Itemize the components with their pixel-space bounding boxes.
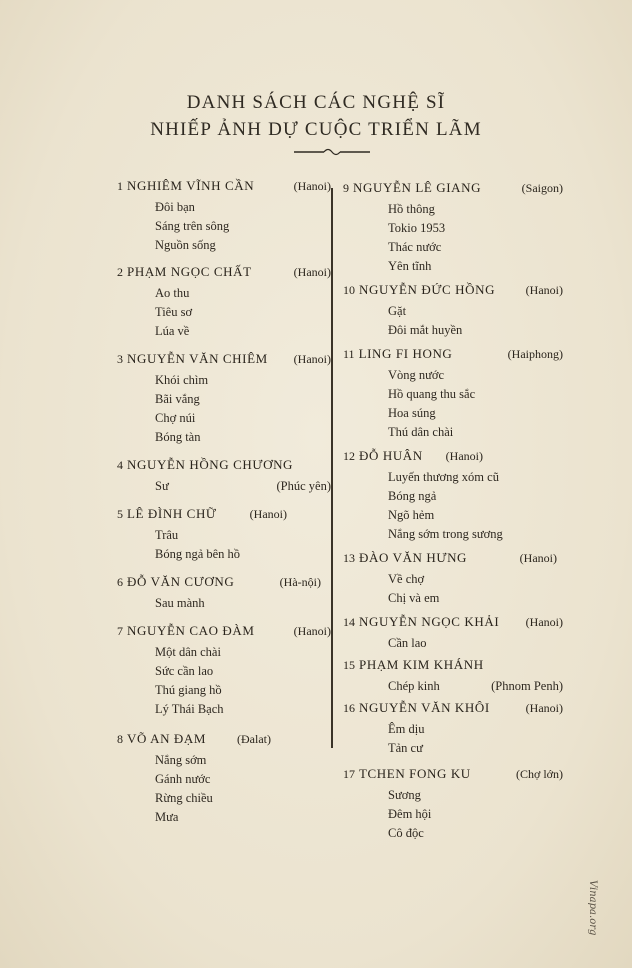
artist-name: NGHIÊM VĨNH CẦN (127, 178, 255, 193)
artist-name: ĐỖ VĂN CƯƠNG (127, 574, 235, 589)
work-title: Ao thu (155, 286, 190, 300)
artist-name: LÊ ĐÌNH CHỮ (127, 506, 217, 521)
artist-name: NGUYỄN HỒNG CHƯƠNG (127, 457, 294, 472)
artist-entry (343, 448, 563, 544)
work-title: Lúa về (155, 324, 190, 338)
artist-location: (Đalat) (237, 732, 271, 746)
work-title: Vòng nước (388, 368, 445, 382)
artist-name: NGUYỄN CAO ĐÀM (127, 623, 255, 638)
work-title: Sau mành (155, 596, 205, 610)
work-title: Đôi bạn (155, 200, 195, 214)
artist-entry (343, 550, 563, 608)
work-title: Ngõ hẻm (388, 508, 435, 522)
work-title: Nắng sớm trong sương (388, 527, 503, 541)
artist-heading (117, 574, 331, 594)
work-title: Sáng trên sông (155, 219, 230, 233)
work-title: Nguồn sống (155, 238, 216, 252)
artist-location: (Hanoi) (293, 265, 331, 279)
work-title: Chị và em (388, 591, 440, 605)
watermark: Vinapa.org (587, 880, 598, 936)
artist-heading (343, 614, 563, 634)
artist-name: VÕ AN ĐẠM (127, 731, 207, 746)
artist-location: (Hanoi) (525, 701, 563, 715)
artist-location: (Hanoi) (525, 283, 563, 297)
work-title: Sức cần lao (155, 664, 214, 678)
work-title: Hồ thông (388, 202, 435, 216)
work-title: Cô độc (388, 826, 424, 840)
work-title: Bóng ngả (388, 489, 437, 503)
artist-entry (343, 700, 563, 758)
artist-entry (117, 264, 331, 341)
artist-name: NGUYỄN LÊ GIANG (353, 180, 482, 195)
work-title: Bóng tàn (155, 430, 201, 444)
page-title-line-2: NHIẾP ẢNH DỰ CUỘC TRIỂN LÃM (150, 119, 482, 140)
left-column (117, 176, 331, 827)
artist-name: NGUYỄN VĂN CHIÊM (127, 351, 268, 366)
artist-name: NGUYỄN VĂN KHÔI (359, 700, 490, 715)
artist-location: (Hanoi) (519, 551, 557, 565)
work-title: Tokio 1953 (388, 221, 446, 235)
artist-number: 11 (343, 347, 355, 361)
artist-number: 7 (117, 624, 123, 638)
work-title-text: Chép kinh (388, 679, 440, 693)
right-column (343, 176, 563, 843)
artist-name: NGUYỄN NGỌC KHẢI (359, 614, 500, 629)
work-title: Gặt (388, 304, 407, 318)
artist-heading (117, 506, 331, 526)
artist-number: 12 (343, 449, 355, 463)
artist-heading (343, 448, 563, 468)
artist-number: 10 (343, 283, 355, 297)
artist-entry (117, 178, 331, 255)
artist-location: (Haiphong) (507, 347, 563, 361)
artist-location: (Chợ lớn) (515, 767, 563, 781)
work-title: Luyến thương xóm cũ (388, 470, 499, 484)
artist-number: 9 (343, 181, 349, 195)
artist-entry (117, 574, 331, 613)
work-title: Yên tĩnh (388, 259, 432, 273)
artist-entry (343, 180, 563, 276)
work-title: Gánh nước (155, 772, 211, 786)
artist-heading (117, 178, 331, 198)
artist-entry (117, 731, 331, 827)
artist-number: 2 (117, 265, 123, 279)
artist-number: 17 (343, 767, 355, 781)
work-title: Nắng sớm (155, 753, 207, 767)
artist-number: 3 (117, 352, 123, 366)
artist-name: NGUYỄN ĐỨC HỒNG (359, 282, 496, 297)
work-title: Hoa súng (388, 406, 436, 420)
work-title (117, 477, 331, 496)
artist-entry (117, 623, 331, 719)
artist-location: (Hanoi) (293, 352, 331, 366)
column-divider (331, 188, 333, 748)
artist-heading (343, 346, 563, 366)
page-title-line-1: DANH SÁCH CÁC NGHỆ SĨ (186, 92, 446, 113)
artist-number: 1 (117, 179, 123, 193)
work-title: Lý Thái Bạch (155, 702, 224, 716)
artist-entry (343, 346, 563, 442)
artist-location: (Hà-nội) (279, 575, 321, 589)
artist-heading (343, 766, 563, 786)
work-title: Đêm hội (388, 807, 432, 821)
work-title: Mưa (155, 810, 179, 824)
work-title: Bãi vắng (155, 392, 200, 406)
work-title (343, 677, 563, 696)
artist-location: (Saigon) (521, 181, 563, 195)
work-title: Chợ núi (155, 411, 196, 425)
artist-heading (117, 731, 331, 751)
artist-heading (343, 282, 563, 302)
artist-entry (343, 657, 563, 696)
artist-location: (Hanoi) (525, 615, 563, 629)
work-title: Cần lao (388, 636, 427, 650)
artist-entry (117, 506, 331, 564)
work-title-text: Sư (155, 479, 169, 493)
work-title: Tiêu sơ (155, 305, 193, 319)
artist-number: 4 (117, 458, 123, 472)
work-title: Khói chìm (155, 373, 209, 387)
artist-name: LING FI HONG (358, 346, 453, 361)
work-title: Thác nước (388, 240, 442, 254)
artist-number: 8 (117, 732, 123, 746)
work-title: Êm dịu (388, 722, 425, 736)
artist-number: 14 (343, 615, 355, 629)
artist-location: (Hanoi) (445, 449, 483, 463)
title-ornament (294, 147, 370, 157)
artist-entry (117, 457, 331, 496)
artist-name: TCHEN FONG KU (359, 766, 471, 781)
work-title: Thú dân chài (388, 425, 454, 439)
artist-heading (117, 264, 331, 284)
artist-heading (343, 657, 563, 677)
work-title: Bóng ngả bên hồ (155, 547, 241, 561)
artist-number: 6 (117, 575, 123, 589)
artist-heading (343, 180, 563, 200)
artist-entry (117, 351, 331, 447)
work-title: Đôi mắt huyền (388, 323, 463, 337)
artist-heading (117, 457, 331, 477)
work-title: Sương (388, 788, 421, 802)
artist-location: (Hanoi) (249, 507, 287, 521)
work-title: Về chợ (388, 572, 425, 586)
artist-entry (343, 766, 563, 843)
artist-heading (117, 623, 331, 643)
artist-location: (Hanoi) (293, 179, 331, 193)
work-title: Tản cư (388, 741, 423, 755)
artist-name: ĐÀO VĂN HƯNG (359, 550, 468, 565)
work-title: Một dân chài (155, 645, 221, 659)
artist-name: PHẠM NGỌC CHẤT (127, 264, 252, 279)
artist-location: (Phúc yên) (276, 479, 331, 493)
artist-name: PHẠM KIM KHÁNH (359, 657, 484, 672)
artist-location: (Hanoi) (293, 624, 331, 638)
work-title: Trâu (155, 528, 179, 542)
artist-heading (117, 351, 331, 371)
artist-name: ĐỖ HUÂN (359, 448, 423, 463)
work-title: Hồ quang thu sắc (388, 387, 476, 401)
artist-number: 13 (343, 551, 355, 565)
work-title: Thú giang hồ (155, 683, 222, 697)
artist-number: 15 (343, 658, 355, 672)
artist-number: 16 (343, 701, 355, 715)
work-title: Rừng chiều (155, 791, 213, 805)
artist-number: 5 (117, 507, 123, 521)
artist-entry (343, 614, 563, 653)
artist-heading (343, 550, 563, 570)
artist-entry (343, 282, 563, 340)
artist-location: (Phnom Penh) (491, 679, 563, 693)
artist-heading (343, 700, 563, 720)
